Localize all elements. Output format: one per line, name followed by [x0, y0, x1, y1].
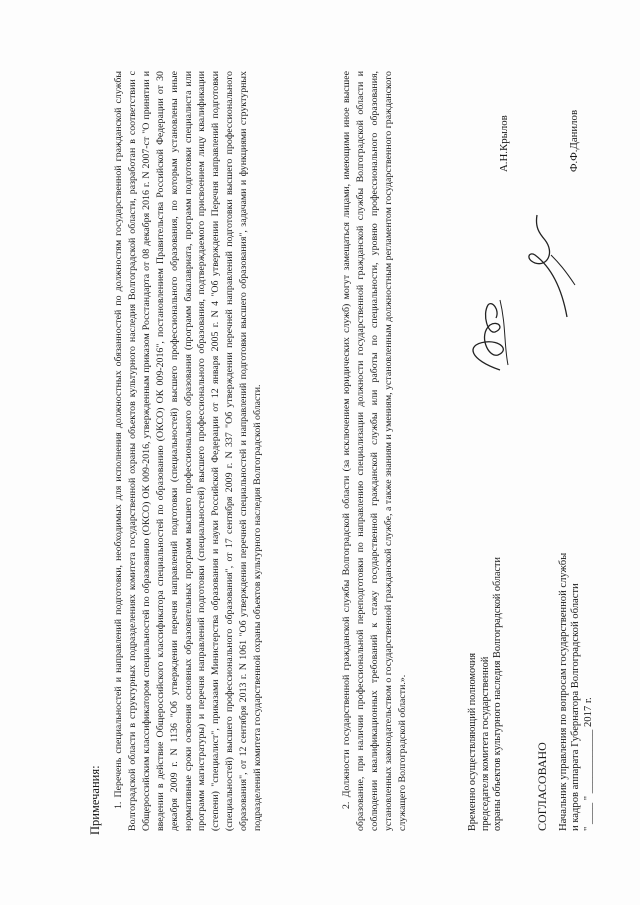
- signatory-position-line-2: председателя комитета государственной: [479, 656, 491, 831]
- signatory-position-line-1: Временно осуществляющий полномочия: [467, 652, 478, 831]
- signatory-position: [467, 401, 505, 831]
- note-paragraph-1: 1. Перечень специальностей и направлений подготовки, необходимых для исполнения должностных обязанностей по должностям государственной гражданской службы Волгоградской области в структурных подразделениях комитета государственной охраны объектов культурного наследия Волгоградской области, разработан в соответствии с Общероссийским классификатором специальностей по образованию (ОКСО) ОК 009-2016, утвержденным приказом Росстандарта от 08 декабря 2016 г. N 2007-ст "О принятии и введении в действие Общероссийского классификатора специальностей по образованию (ОКСО) ОК 009-2016", постановлением Правительства Российской Федерации от 30 декабря 2009 г. N 1136 "Об утверждении перечня направлений подготовки (специальностей) высшего профессионального образования, по которым установлены иные нормативные сроки освоения основных образовательных программ высшего профессионального образования (программ бакалавриата, программ подготовки специалиста или программ магистратуры) и перечня направлений подготовки (специальностей) высшего профессионального образования, подтверждаемого присвоением лицу квалификации (степени) "специалист", приказами Министерства образования и науки Российской Федерации от 12 января 2005 г. N 4 "Об утверждении Перечня направлений подготовки (специальностей) высшего профессионального образования", от 17 сентября 2009 г. N 337 "Об утверждении перечней направлений подготовки высшего профессионального образования", от 12 сентября 2013 г. N 1061 "Об утверждении перечней специальностей и направлений подготовки высшего образования", задачами и функциями структурных подразделений комитета государственной охраны объектов культурного наследия Волгоградской области.: [113, 71, 264, 831]
- agreed-title: СОГЛАСОВАНО: [535, 742, 549, 831]
- signature-danilov: [515, 205, 585, 325]
- notes-title: Примечания:: [88, 765, 102, 835]
- note-paragraph-2: 2. Должности государственной гражданской службы Волгоградской области (за исключением юридических служб) могут замещаться лицами, имеющими иное высшее образование, при наличии профессиональной переподготовки по направлению специализации должности государственной гражданской службы Волгоградской области и соблюдении квалификационных требований к стажу государственной гражданской службы или работы по специальности, уровню профессионального образования, установленных законодательством о государственной гражданской службе, а также знаниям и умениям, установленным должностным регламентом государственного гражданского служащего Волгоградской области.».: [341, 71, 408, 831]
- agreed-line-3: " ____ " ____________ 2017 г.: [582, 697, 594, 831]
- agreed-line-1: Начальник управления по вопросам государственной службы: [558, 552, 569, 831]
- agreed-line-2: и кадров аппарата Губернатора Волгоградской области: [570, 583, 582, 831]
- agreed-block: [558, 391, 595, 831]
- agreed-name: Ф.Ф.Данилов: [568, 109, 580, 172]
- signatory-name: А.Н.Крылов: [498, 115, 510, 172]
- signatory-position-line-3: охраны объектов культурного наследия Волгоградской области: [492, 557, 504, 831]
- signature-krylov: [460, 290, 520, 380]
